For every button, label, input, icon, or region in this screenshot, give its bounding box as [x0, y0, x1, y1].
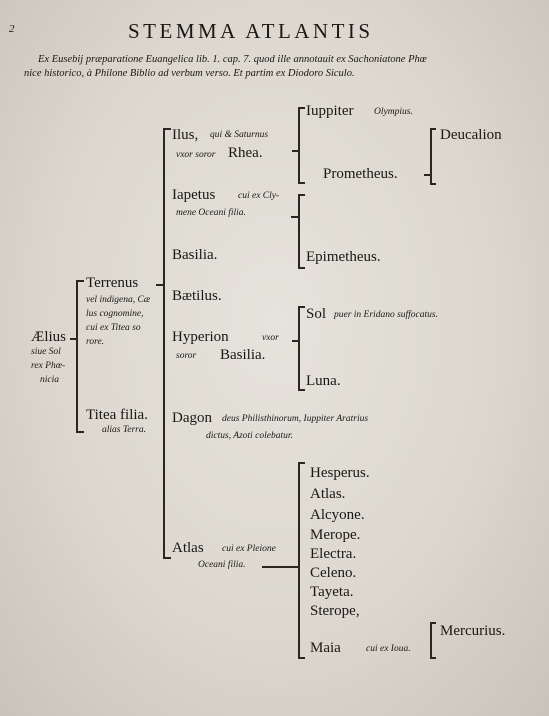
bracket-prometheus-top — [430, 128, 436, 130]
hyperion-name: Hyperion — [172, 329, 229, 345]
atlas-name: Atlas — [172, 540, 204, 556]
terrenus-name: Terrenus — [86, 275, 139, 291]
bracket-ilus — [298, 107, 300, 183]
daughter-hesperus: Hesperus. — [310, 465, 370, 481]
iapetus-name: Iapetus — [172, 187, 216, 203]
bracket-ilus-top — [298, 107, 305, 109]
bracket-maia — [430, 622, 432, 658]
bracket-maia-bottom — [430, 657, 436, 659]
atlas-note-1: cui ex Pleione — [222, 544, 276, 554]
bracket-atlas-bottom — [298, 657, 305, 659]
page-number: 2 — [9, 23, 15, 35]
daughter-atlas: Atlas. — [310, 486, 346, 502]
titea-note: alias Terra. — [102, 425, 146, 435]
terrenus-note-1: vel indigena, Cæ — [86, 295, 151, 305]
bracket-atlas-tick — [262, 566, 298, 568]
bracket-hyperion — [298, 306, 300, 390]
bracket-ilus-tick — [292, 150, 298, 152]
iapetus-note-1: cui ex Cly- — [238, 191, 280, 201]
daughter-tayeta: Tayeta. — [310, 584, 354, 600]
terrenus-note-2: lus cognomine, — [86, 309, 144, 319]
bracket-terrenus-bottom — [163, 557, 171, 559]
bracket-hyperion-top — [298, 306, 305, 308]
daughter-celeno: Celeno. — [310, 565, 357, 581]
bracket-iapetus — [298, 194, 300, 268]
sol-name: Sol — [306, 306, 327, 322]
root-note-1: siue Sol — [31, 347, 61, 357]
bracket-root-bottom — [76, 431, 84, 433]
bracket-terrenus — [163, 128, 165, 558]
bracket-terrenus-top — [163, 128, 171, 130]
bracket-root-tick — [70, 338, 76, 340]
bracket-ilus-bottom — [298, 182, 305, 184]
iapetus-note-2: mene Oceani filia. — [176, 208, 246, 218]
prometheus-name: Prometheus. — [323, 166, 398, 182]
subtitle-line-2: nice historico, à Philone Biblio ad verbum verso. Et partim ex Diodoro Siculo. — [24, 68, 355, 79]
titea-name: Titea filia. — [86, 407, 148, 423]
basilia-name: Basilia. — [172, 247, 218, 263]
hyperion-note-b: soror — [176, 351, 197, 361]
bracket-atlas-top — [298, 462, 305, 464]
bracket-root — [76, 280, 78, 432]
root-note-3: nicia — [40, 375, 59, 385]
sol-note: puer in Eridano suffocatus. — [334, 310, 438, 320]
atlas-note-2: Oceani filia. — [198, 560, 246, 570]
daughter-sterope: Sterope, — [310, 603, 360, 619]
bracket-iapetus-top — [298, 194, 305, 196]
iuppiter-note: Olympius. — [374, 107, 413, 117]
daughter-alcyone: Alcyone. — [310, 507, 365, 523]
terrenus-note-4: rore. — [86, 337, 105, 347]
luna-name: Luna. — [306, 373, 341, 389]
ilus-name: Ilus, — [172, 127, 199, 143]
maia-note: cui ex Ioua. — [366, 644, 411, 654]
bracket-terrenus-tick — [156, 284, 163, 286]
daughter-maia: Maia — [310, 640, 341, 656]
bracket-iapetus-tick — [291, 216, 298, 218]
terrenus-note-3: cui ex Titea so — [86, 323, 141, 333]
mercurius-name: Mercurius. — [440, 623, 506, 639]
dagon-note-2: dictus, Azoti colebatur. — [206, 431, 293, 441]
root-name: Ælius — [31, 329, 67, 345]
bracket-prometheus-tick — [424, 174, 430, 176]
baetilus-name: Bætilus. — [172, 288, 222, 304]
epimetheus-name: Epimetheus. — [306, 249, 381, 265]
bracket-prometheus-bottom — [430, 183, 436, 185]
rhea-name: Rhea. — [228, 145, 263, 161]
hyperion-note-a: vxor — [262, 333, 279, 343]
bracket-prometheus — [430, 128, 432, 184]
bracket-atlas — [298, 462, 300, 658]
bracket-maia-top — [430, 622, 436, 624]
ilus-note-a: qui & Saturnus — [210, 130, 269, 140]
bracket-hyperion-tick — [292, 340, 298, 342]
dagon-note-1: deus Philisthinorum, Iuppiter Aratrius — [222, 414, 369, 424]
iuppiter-name: Iuppiter — [306, 103, 354, 119]
daughter-electra: Electra. — [310, 546, 357, 562]
hyperion-wife-name: Basilia. — [220, 347, 266, 363]
ilus-note-b: vxor soror — [176, 150, 216, 160]
subtitle-line-1: Ex Eusebij præparatione Euangelica lib. 1. cap. 7. quod ille annotauit ex Sachoniatone Phœ — [38, 54, 427, 65]
page-title: STEMMA ATLANTIS — [128, 19, 374, 43]
bracket-root-top — [76, 280, 84, 282]
bracket-hyperion-bottom — [298, 389, 305, 391]
root-note-2: rex Phœ- — [31, 361, 66, 371]
dagon-name: Dagon — [172, 410, 212, 426]
daughter-merope: Merope. — [310, 527, 361, 543]
bracket-iapetus-bottom — [298, 267, 305, 269]
deucalion-name: Deucalion — [440, 127, 502, 143]
